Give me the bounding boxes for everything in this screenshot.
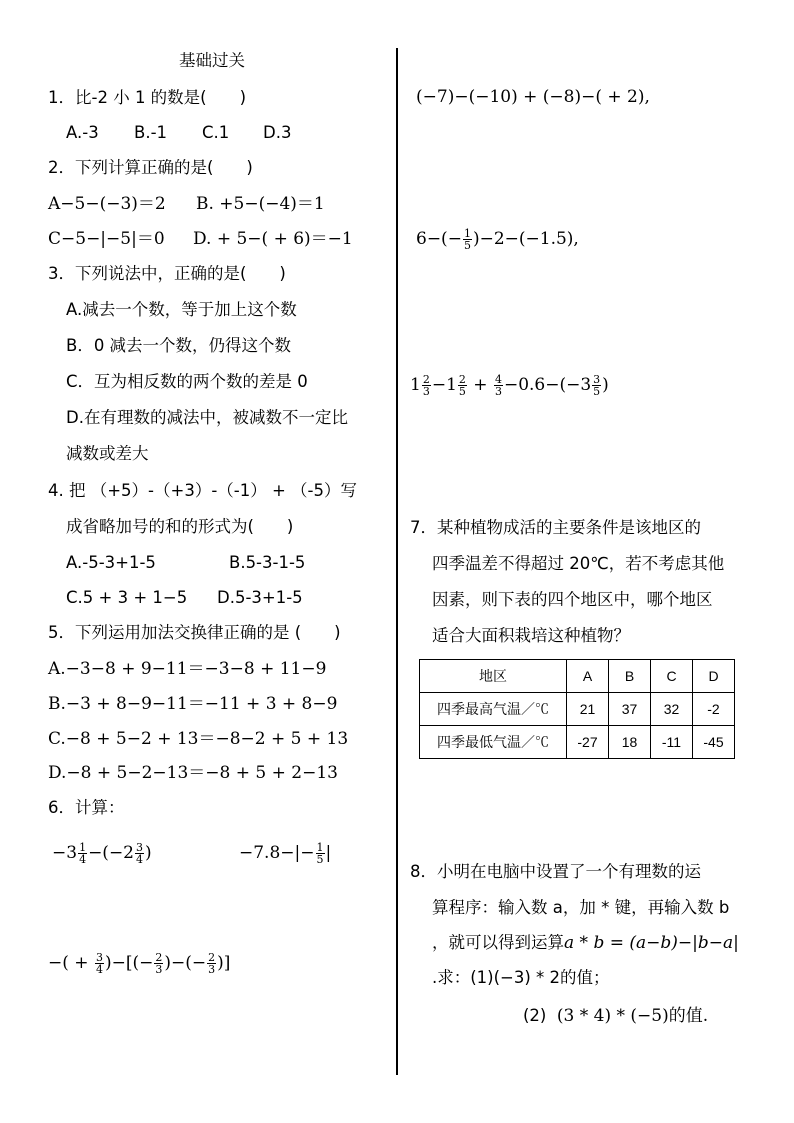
q2-stem: 2．下列计算正确的是( ) bbox=[48, 158, 253, 177]
q6-expression-2: −7.8−|− $\frac{1}{5}$ | bbox=[239, 841, 332, 866]
q7-line4: 适合大面积栽培这种植物？ bbox=[432, 626, 630, 645]
q2-option-a: A−5−(−3)＝2 bbox=[48, 194, 166, 214]
q4-option-b: B.5-3-1-5 bbox=[229, 553, 306, 572]
q3-option-c: C．互为相反数的两个数的差是 0 bbox=[66, 372, 308, 391]
q8-line2: 算程序：输入数 a，加 * 键，再输入数 b bbox=[432, 898, 730, 917]
q5-stem: 5．下列运用加法交换律正确的是 ( ) bbox=[48, 623, 341, 642]
q2-option-d: D. + 5−( + 6)＝−1 bbox=[193, 229, 353, 249]
table-header-cell: A bbox=[567, 660, 609, 693]
q3-option-d-line2: 减数或差大 bbox=[66, 444, 149, 463]
column-divider bbox=[396, 48, 398, 1075]
q8-line4: .求：(1)(−3) * 2的值； bbox=[432, 968, 610, 987]
q5-option-c: C.−8 + 5−2 + 13＝−8−2 + 5 + 13 bbox=[48, 729, 349, 749]
table-cell: -27 bbox=[567, 726, 609, 759]
table-cell: -2 bbox=[693, 693, 735, 726]
q7-line3: 因素，则下表的四个地区中，哪个地区 bbox=[432, 590, 713, 609]
q3-option-a: A.减去一个数，等于加上这个数 bbox=[66, 300, 297, 319]
q4-option-d: D.5-3+1-5 bbox=[217, 588, 303, 607]
table-cell: -45 bbox=[693, 726, 735, 759]
q6-stem: 6．计算： bbox=[48, 798, 125, 817]
q3-option-d-line1: D.在有理数的减法中，被减数不一定比 bbox=[66, 408, 348, 427]
q4-stem-line1: 4. 把 （+5）-（+3）-（-1） + （-5）写 bbox=[48, 481, 358, 500]
table-cell: 四季最低气温／℃ bbox=[420, 726, 567, 759]
table-header-row bbox=[420, 660, 735, 693]
temperature-table bbox=[419, 659, 735, 759]
section-title: 基础过关 bbox=[179, 51, 245, 70]
q1-option-d: D.3 bbox=[263, 123, 292, 142]
q1-option-b: B.-1 bbox=[134, 123, 168, 142]
q2-option-c: C−5−|−5|＝0 bbox=[48, 229, 165, 249]
table-cell: 四季最高气温／℃ bbox=[420, 693, 567, 726]
q1-stem: 1．比-2 小 1 的数是( ) bbox=[48, 88, 247, 107]
table-cell: 32 bbox=[651, 693, 693, 726]
table-row bbox=[420, 693, 735, 726]
q6-expression-6: 1 $\frac{2}{3}$ −1 $\frac{2}{5}$ + $\frac{4}{3}$ −0.6−(−3 $\frac{3}{5}$ ) bbox=[410, 373, 609, 398]
table-cell: 21 bbox=[567, 693, 609, 726]
q7-line1: 7．某种植物成活的主要条件是该地区的 bbox=[410, 518, 701, 537]
table-header-cell: B bbox=[609, 660, 651, 693]
q3-stem: 3．下列说法中，正确的是( ) bbox=[48, 264, 286, 283]
table-header-cell: D bbox=[693, 660, 735, 693]
q4-stem-line2: 成省略加号的和的形式为( ) bbox=[66, 517, 294, 536]
q5-option-d: D.−8 + 5−2−13＝−8 + 5 + 2−13 bbox=[48, 763, 338, 783]
table-cell: -11 bbox=[651, 726, 693, 759]
q6-expression-1: −3 $\frac{1}{4}$ −(−2 $\frac{3}{4}$ ) bbox=[52, 841, 152, 866]
q6-expression-4: (−7)−(−10) + (−8)−( + 2), bbox=[416, 87, 650, 107]
q8-line5: (2) (3 * 4) * (−5)的值. bbox=[523, 1006, 709, 1026]
table-cell: 37 bbox=[609, 693, 651, 726]
q6-expression-3: −( + $\frac{3}{4}$ )−[(− $\frac{2}{3}$ )−(− $\frac{2}{3}$ )] bbox=[48, 951, 231, 976]
q1-option-a: A.-3 bbox=[66, 123, 99, 142]
q6-expression-5: 6−(− $\frac{1}{5}$ )−2−(−1.5), bbox=[416, 227, 579, 252]
q4-option-c: C.5 + 3 + 1−5 bbox=[66, 588, 188, 607]
q1-option-c: C.1 bbox=[202, 123, 230, 142]
q2-option-b: B. +5−(−4)＝1 bbox=[196, 194, 325, 214]
table-cell: 18 bbox=[609, 726, 651, 759]
table-header-cell: C bbox=[651, 660, 693, 693]
q8-line1: 8．小明在电脑中设置了一个有理数的运 bbox=[410, 862, 701, 881]
q7-line2: 四季温差不得超过 20℃，若不考虑其他 bbox=[432, 554, 725, 573]
q8-line3: ，就可以得到运算a * b = (a−b)−|b−a| bbox=[432, 933, 739, 953]
q4-option-a: A.-5-3+1-5 bbox=[66, 553, 156, 572]
table-header-cell: 地区 bbox=[420, 660, 567, 693]
table-row bbox=[420, 726, 735, 759]
q3-option-b: B．0 减去一个数，仍得这个数 bbox=[66, 336, 292, 355]
q5-option-a: A.−3−8 + 9−11＝−3−8 + 11−9 bbox=[48, 659, 327, 679]
q5-option-b: B.−3 + 8−9−11＝−11 + 3 + 8−9 bbox=[48, 694, 338, 714]
